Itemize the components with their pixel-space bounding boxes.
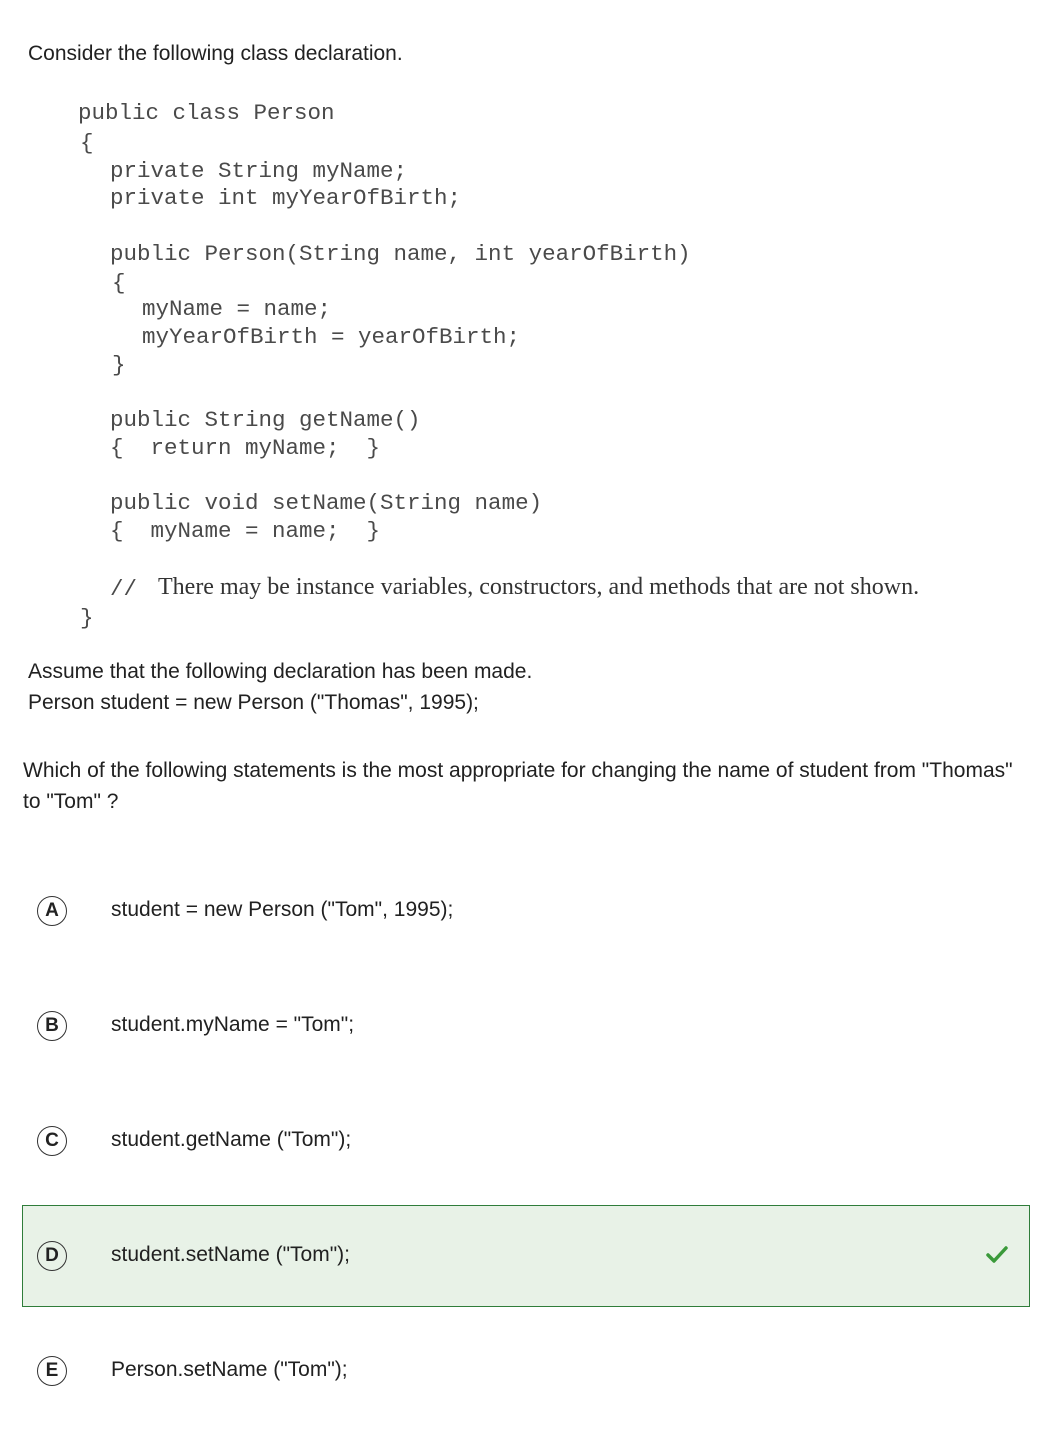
assumption-code: Person student = new Person ("Thomas", 1995); <box>28 691 479 714</box>
option-d[interactable] <box>22 1205 1030 1307</box>
question-intro: Consider the following class declaration. <box>28 42 403 65</box>
option-e[interactable] <box>22 1320 1030 1422</box>
code-line: { myName = name; } <box>110 518 381 544</box>
checkmark-icon <box>985 1242 1009 1266</box>
option-text: student.myName = "Tom"; <box>111 1013 355 1036</box>
option-c[interactable] <box>22 1090 1030 1192</box>
option-text: Person.setName ("Tom"); <box>111 1358 348 1381</box>
option-b[interactable] <box>22 975 1030 1077</box>
code-line: public void setName(String name) <box>110 490 543 516</box>
option-letter: A <box>37 896 67 926</box>
option-letter: D <box>37 1241 67 1271</box>
option-text: student.getName ("Tom"); <box>111 1128 352 1151</box>
code-line: { <box>80 130 94 156</box>
code-comment: There may be instance variables, constructors, and methods that are not shown. <box>158 574 920 600</box>
assumption-text: Assume that the following declaration has been made. <box>28 660 533 683</box>
option-letter: B <box>37 1011 67 1041</box>
code-line: myName = name; <box>142 296 332 322</box>
option-a[interactable] <box>22 860 1030 962</box>
code-line: public class Person <box>78 100 335 126</box>
code-line: } <box>80 605 94 631</box>
code-comment-marker: // <box>110 576 138 602</box>
code-line: private int myYearOfBirth; <box>110 185 462 211</box>
code-line: private String myName; <box>110 158 408 184</box>
code-line: public String getName() <box>110 407 421 433</box>
code-line: } <box>112 352 126 378</box>
code-line: { <box>112 270 126 296</box>
assumption <box>28 656 532 718</box>
question-text: Which of the following statements is the most appropriate for changing the name of student from "Thomas" to "Tom" ? <box>23 759 1013 813</box>
option-text: student.setName ("Tom"); <box>111 1243 350 1266</box>
option-text: student = new Person ("Tom", 1995); <box>111 898 454 921</box>
code-line: { return myName; } <box>110 435 381 461</box>
option-letter: C <box>37 1126 67 1156</box>
code-line: public Person(String name, int yearOfBirth) <box>110 241 691 267</box>
option-letter: E <box>37 1356 67 1386</box>
code-line: myYearOfBirth = yearOfBirth; <box>142 324 521 350</box>
